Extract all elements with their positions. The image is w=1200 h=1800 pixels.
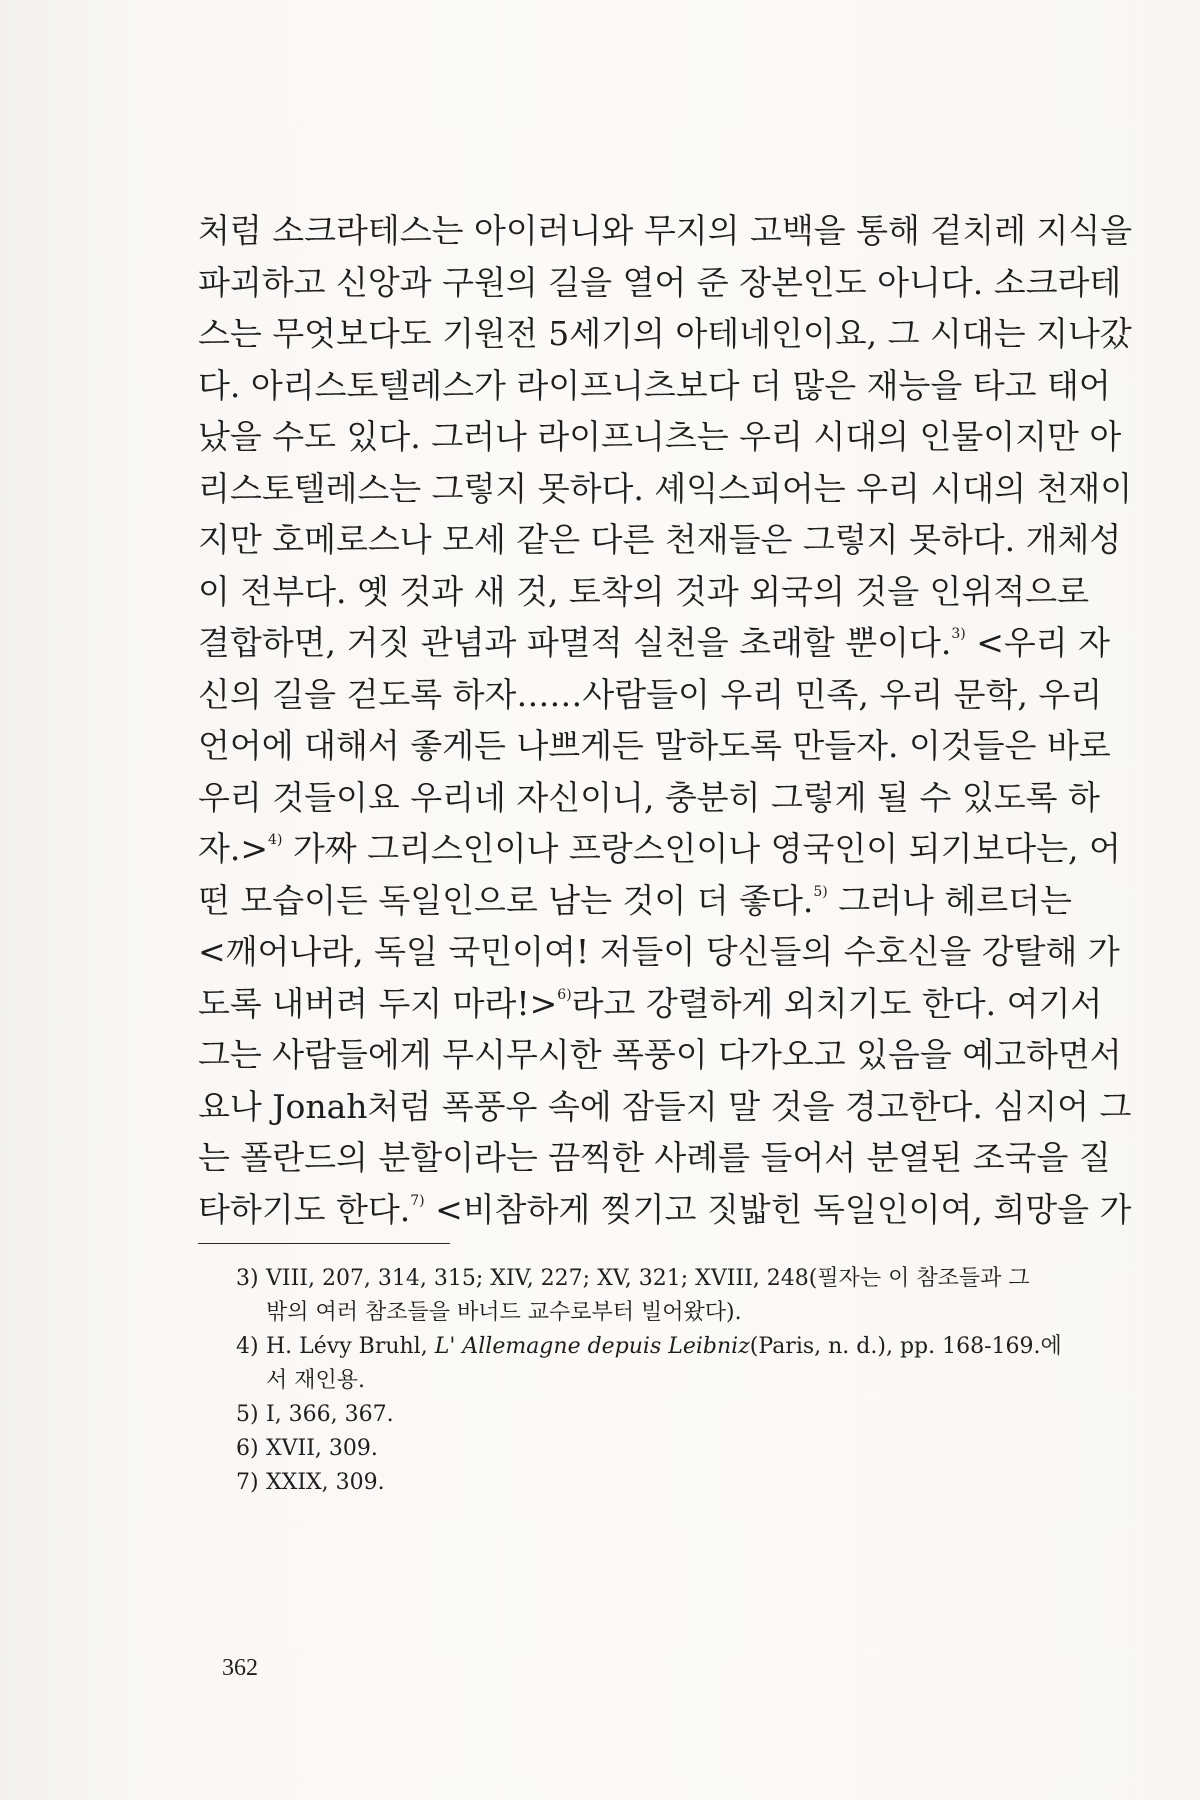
footnote-number: 7) <box>236 1470 259 1495</box>
body-text-segment: 떤 모습이든 독일인으로 남는 것이 더 좋다. <box>198 880 814 920</box>
footnote-ref-5: 5) <box>813 883 828 900</box>
body-line: 지만 호메로스나 모세 같은 다른 천재들은 그렇지 못하다. 개체성 <box>198 520 1122 559</box>
footnote-number: 5) <box>236 1402 259 1427</box>
body-line: 그는 사람들에게 무시무시한 폭풍이 다가오고 있음을 예고하면서 <box>198 1035 1122 1074</box>
body-line <box>198 978 1103 1030</box>
body-text-segment: 타하기도 한다. <box>198 1189 411 1229</box>
footnote-number: 3) <box>236 1266 259 1291</box>
footnote-ref-4: 4) <box>268 832 283 848</box>
body-text-segment: 가짜 그리스인이나 프랑스인이나 영국인이 되기보다는, 어 <box>282 829 1121 868</box>
body-text <box>198 205 1133 1235</box>
footnote-text: XVII, 309. <box>266 1436 378 1461</box>
footnote-ref-7: 7) <box>410 1192 425 1209</box>
footnote-text: I, 366, 367. <box>266 1402 394 1427</box>
body-line: 스는 무엇보다도 기원전 5세기의 아테네인이요, 그 시대는 지나갔 <box>198 314 1132 353</box>
body-line <box>198 1184 1132 1236</box>
footnote-text: H. Lévy Bruhl, <box>266 1334 435 1359</box>
body-text-segment: 도록 내버려 두지 마라!> <box>198 983 558 1023</box>
body-line <box>198 875 1072 927</box>
footnote-book-title: L' Allemagne depuis Leibniz <box>434 1334 750 1359</box>
body-line: 요나 Jonah처럼 폭풍우 속에 잠들지 말 것을 경고한다. 심지어 그 <box>198 1086 1132 1126</box>
body-line: 신의 길을 걷도록 하자……사람들이 우리 민족, 우리 문학, 우리 <box>198 674 1103 714</box>
body-line: 는 폴란드의 분할이라는 끔찍한 사례를 들어서 분열된 조국을 질 <box>198 1138 1111 1177</box>
body-text-segment: 그러나 헤르더는 <box>827 880 1072 920</box>
footnote-text: VIII, 207, 314, 315; XIV, 227; XV, 321; XVIII, 248(필자는 이 참조들과 그 <box>266 1266 1030 1291</box>
body-line: 다. 아리스토텔레스가 라이프니츠보다 더 많은 재능을 타고 태어 <box>198 365 1111 405</box>
body-line: 리스토텔레스는 그렇지 못하다. 셰익스피어는 우리 시대의 천재이 <box>198 468 1133 508</box>
body-line: 우리 것들이요 우리네 자신이니, 충분히 그렇게 될 수 있도록 하 <box>198 777 1100 817</box>
footnote-number: 4) <box>236 1334 259 1359</box>
body-text-segment: 결합하면, 거짓 관념과 파멸적 실천을 초래할 뿐이다. <box>198 623 952 662</box>
footnote-4-continuation: 서 재인용. <box>266 1368 365 1393</box>
footnote-7 <box>236 1466 1046 1500</box>
page-number: 362 <box>222 1655 258 1681</box>
body-line: 파괴하고 신앙과 구원의 길을 열어 준 장본인도 아니다. 소크라테 <box>198 262 1122 302</box>
footnote-ref-6: 6) <box>557 986 572 1003</box>
body-line: 이 전부다. 옛 것과 새 것, 토착의 것과 외국의 것을 인위적으로 <box>198 571 1089 611</box>
body-text-segment: <비참하게 찢기고 짓밟힌 독일인이여, 희망을 가 <box>424 1189 1132 1229</box>
footnotes <box>236 1262 1062 1500</box>
body-line: <깨어나라, 독일 국민이여! 저들이 당신들의 수호신을 강탈해 가 <box>198 932 1120 971</box>
body-line <box>198 617 1110 669</box>
body-line: 났을 수도 있다. 그러나 라이프니츠는 우리 시대의 인물이지만 아 <box>198 417 1122 456</box>
footnote-6 <box>236 1432 1046 1466</box>
body-line: 처럼 소크라테스는 아이러니와 무지의 고백을 통해 겉치레 지식을 <box>198 211 1133 250</box>
body-text-segment: <우리 자 <box>965 623 1110 662</box>
footnote-divider <box>198 1243 450 1244</box>
footnote-4 <box>236 1330 1062 1364</box>
body-text-segment: 라고 강렬하게 외치기도 한다. 여기서 <box>571 983 1103 1023</box>
body-text-segment: 자.> <box>198 829 269 868</box>
footnote-number: 6) <box>236 1436 259 1461</box>
footnote-text: XXIX, 309. <box>266 1470 385 1495</box>
footnote-text: (Paris, n. d.), pp. 168-169.에 <box>749 1334 1062 1359</box>
body-line: 언어에 대해서 좋게든 나쁘게든 말하도록 만들자. 이것들은 바로 <box>198 726 1111 765</box>
body-line <box>198 823 1121 875</box>
footnote-3-continuation: 밖의 여러 참조들을 바너드 교수로부터 빌어왔다). <box>266 1300 742 1325</box>
footnote-ref-3: 3) <box>951 626 966 642</box>
footnote-3 <box>236 1262 1046 1296</box>
footnote-5 <box>236 1398 1046 1432</box>
